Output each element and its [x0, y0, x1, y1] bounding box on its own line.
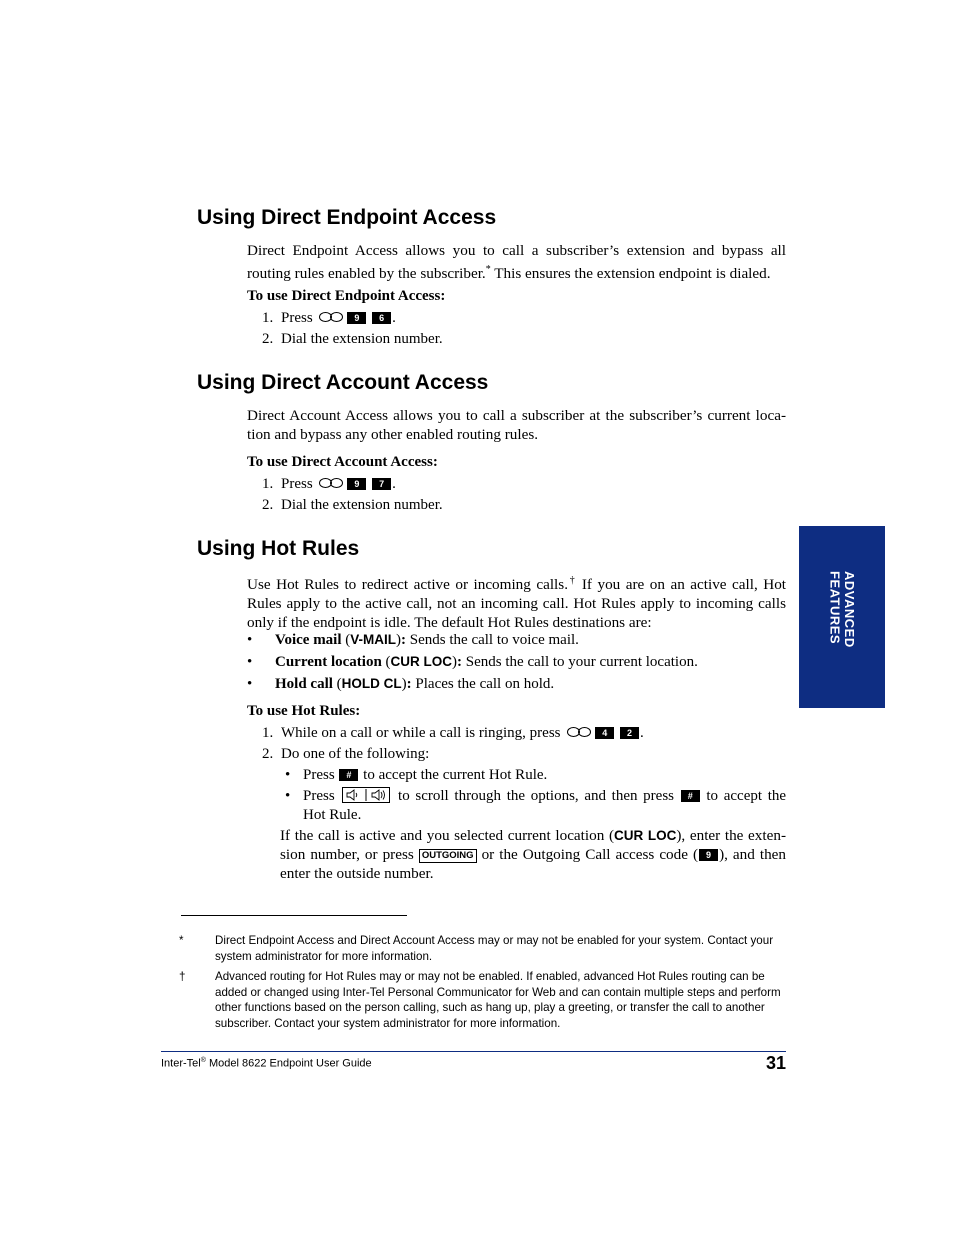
subheading-hot-rules: To use Hot Rules:	[247, 703, 361, 719]
step-endpoint-2: 2. Dial the extension number.	[262, 331, 443, 347]
heading-endpoint: Using Direct Endpoint Access	[197, 206, 497, 229]
step-hot-1: 1. While on a call or while a call is ringing, press 4 2 .	[262, 725, 644, 741]
key-9: 9	[347, 478, 366, 490]
paragraph-endpoint: Direct Endpoint Access allows you to call a subscriber’s extension and bypass all routing rules enabled by the subscriber.* This ensures the extension endpoint is dialed.	[247, 242, 786, 283]
key-7: 7	[372, 478, 391, 490]
key-pound: #	[339, 769, 358, 781]
bullet-hold-call: • Hold call (HOLD CL): Places the call on hold.	[247, 676, 555, 692]
paragraph-account: Direct Account Access allows you to call a subscriber at the subscriber’s current loca-tion and bypass any other enabled routing rules.	[247, 407, 786, 443]
key-9: 9	[699, 849, 718, 861]
bullet-voice-mail: • Voice mail (V-MAIL): Sends the call to voice mail.	[247, 632, 579, 648]
footnote-text: Direct Endpoint Access and Direct Account Access may or may not be enabled for your system. Contact your system administrator for more information.	[215, 934, 774, 963]
side-tab-line2: FEATURES	[827, 571, 843, 645]
substep-accept: • Press # to accept the current Hot Rule.	[285, 767, 548, 783]
footnote-mark: *	[179, 934, 184, 947]
key-2: 2	[620, 727, 639, 739]
paragraph-hot-rules: Use Hot Rules to redirect active or incoming calls.† If you are on an active call, Hot Rules apply to the active call, not an incoming call. Hot Rules apply to incoming calls only if the endpoint is idle. The default Hot Rules destinations are:	[247, 575, 787, 632]
heading-account: Using Direct Account Access	[197, 371, 489, 394]
footnote-rule	[181, 915, 407, 916]
bullet-current-location: • Current location (CUR LOC): Sends the call to your current location.	[247, 654, 698, 670]
volume-key-icon	[342, 787, 390, 803]
key-6: 6	[372, 312, 391, 324]
paragraph-note: If the call is active and you selected current location (CUR LOC), enter the exten-sion number, or press OUTGOING or the Outgoing Call access code ( 9 ), and then enter the outside number.	[280, 827, 787, 882]
page-number: 31	[765, 1053, 786, 1073]
feature-key-icon	[318, 477, 344, 489]
side-tab-line1: ADVANCED	[842, 571, 857, 648]
key-9: 9	[347, 312, 366, 324]
subheading-account: To use Direct Account Access:	[247, 454, 438, 470]
step-hot-2: 2. Do one of the following:	[262, 746, 430, 762]
footer-rule	[161, 1051, 786, 1052]
step-account-2: 2. Dial the extension number.	[262, 497, 443, 513]
step-account-1: 1. Press 9 7 .	[262, 476, 396, 492]
step-endpoint-1: 1. Press 9 6 .	[262, 310, 396, 326]
subheading-endpoint: To use Direct Endpoint Access:	[247, 288, 446, 304]
footnote-text: Advanced routing for Hot Rules may or may not be enabled. If enabled, advanced Hot Rules routing can be added or changed using Inter-Tel Personal Communicator for Web and can contain multiple steps and perform other functions based on the person calling, such as hang up, play a greeting, or transfer the call to another subscriber. Contact your system administrator for more information.	[215, 970, 781, 1030]
side-tab-advanced-features	[799, 526, 885, 708]
footnote-mark: †	[179, 970, 186, 983]
substep-scroll: • Press to scroll through the options, and then press # to accept the Hot Rule.	[285, 788, 787, 823]
feature-key-icon	[566, 726, 592, 738]
heading-hot-rules: Using Hot Rules	[197, 537, 360, 560]
outgoing-key: OUTGOING	[419, 849, 477, 863]
feature-key-icon	[318, 311, 344, 323]
key-4: 4	[595, 727, 614, 739]
footer-title: Inter-Tel® Model 8622 Endpoint User Guide	[161, 1057, 372, 1070]
key-pound: #	[681, 790, 700, 802]
